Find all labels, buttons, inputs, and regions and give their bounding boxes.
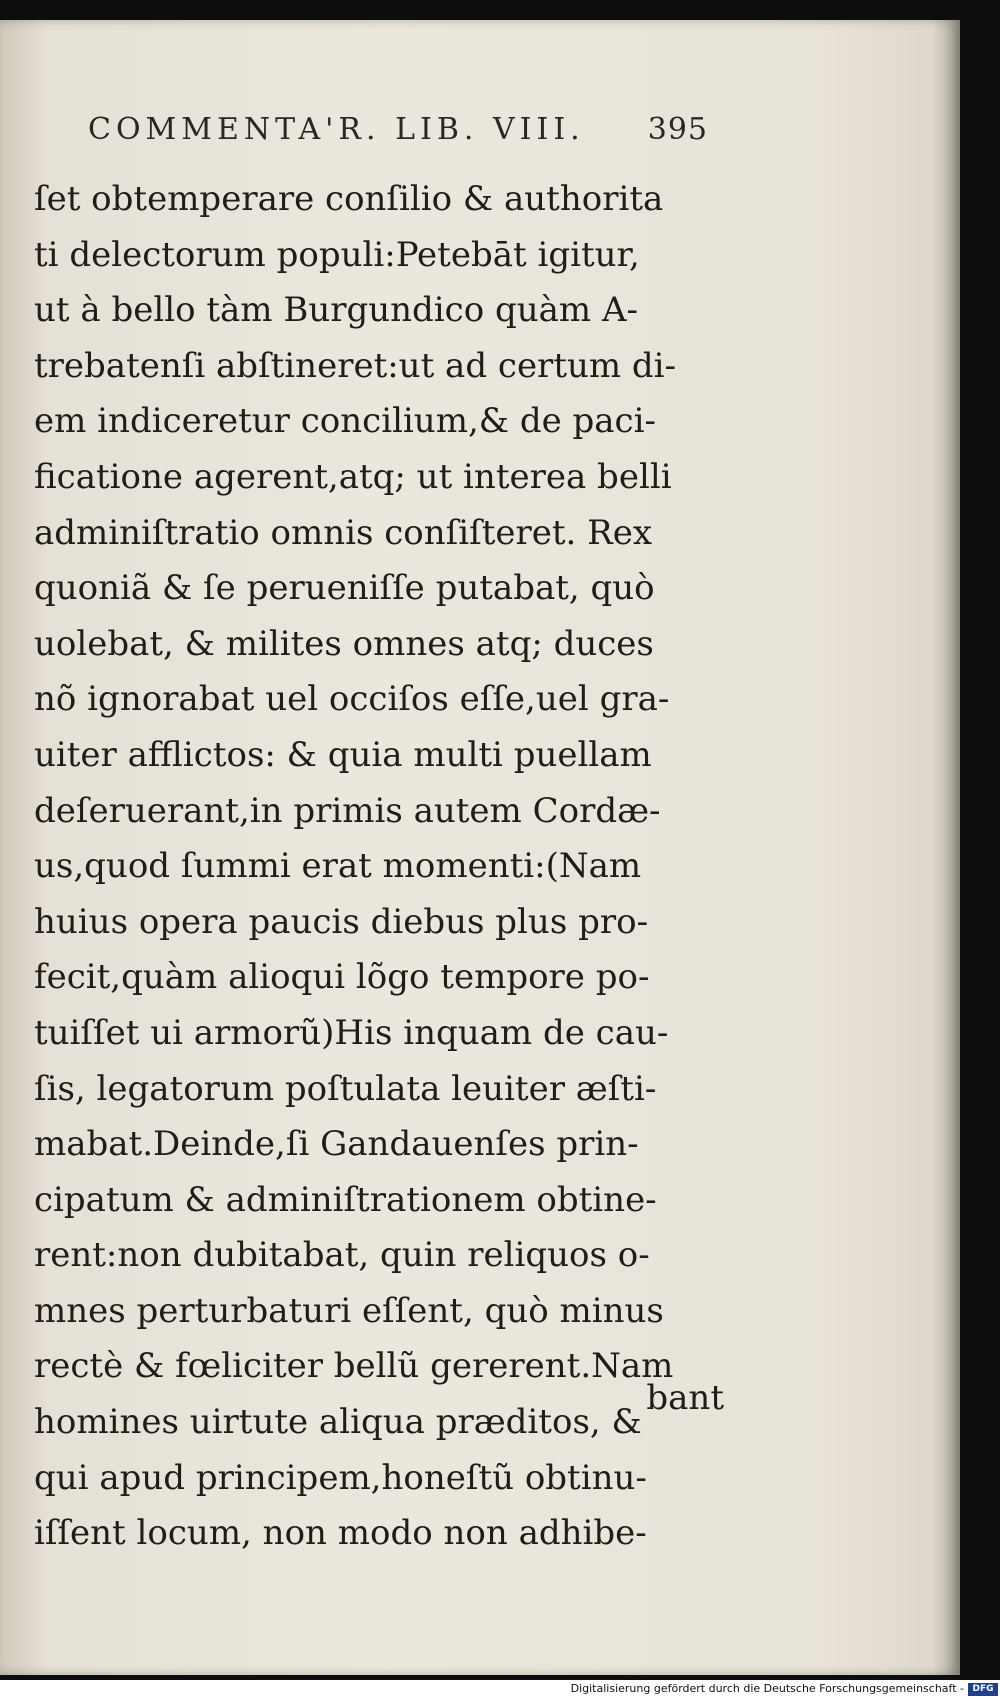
text-line: nõ ignorabat uel occiſos eſſe,uel gra- xyxy=(34,679,670,720)
text-line: deſeruerant,in primis autem Cordæ- xyxy=(34,790,661,831)
text-line: uiter afflictos: & quia multi puellam xyxy=(34,734,652,775)
text-line: ficatione agerent,atq; ut interea belli xyxy=(34,456,672,497)
text-line: rent:non dubitabat, quin reliquos o- xyxy=(34,1235,650,1276)
catchword: bant xyxy=(646,1378,724,1418)
text-line: qui apud principem,honeſtũ obtinu- xyxy=(34,1457,647,1498)
text-line: trebatenſi abſtineret:ut ad certum di- xyxy=(34,345,677,386)
footer-bar xyxy=(0,1680,1000,1700)
text-line: fecit,quàm alioqui lõgo tempore po- xyxy=(34,957,650,998)
text-line: huius opera paucis diebus plus pro- xyxy=(34,901,649,942)
text-line: mnes perturbaturi eſſent, quò minus xyxy=(34,1290,664,1331)
text-line: iſſent locum, non modo non adhibe- xyxy=(34,1513,647,1554)
funding-credit: Digitalisierung gefördert durch die Deutsche Forschungsgemeinschaft - xyxy=(570,1682,964,1695)
text-line: homines uirtute aliqua præditos, & xyxy=(34,1402,642,1443)
text-line: adminiſtratio omnis conſiſteret. Rex xyxy=(34,512,653,553)
page-number: 395 xyxy=(647,112,708,147)
text-line: rectè & fœliciter bellũ gererent.Nam xyxy=(34,1346,674,1387)
text-line: quoniã & ſe perueniſſe putabat, quò xyxy=(34,568,655,609)
text-line: cipatum & adminiſtrationem obtine- xyxy=(34,1179,657,1220)
page-edge-shadow xyxy=(932,20,960,1675)
text-line: ſet obtemperare conſilio & authorita xyxy=(34,179,664,219)
text-line: us,quod ſummi erat momenti:(Nam xyxy=(34,846,642,887)
text-line: ſis, legatorum poſtulata leuiter æſti- xyxy=(34,1068,657,1109)
text-line: tuiſſet ui armorũ)His inquam de cau- xyxy=(34,1012,669,1053)
text-line: em indiceretur concilium,& de paci- xyxy=(34,401,656,442)
text-line: ti delectorum populi:Petebāt igitur, xyxy=(34,234,640,275)
dfg-logo-icon: DFG xyxy=(968,1683,998,1696)
page-header xyxy=(88,112,708,162)
running-title: COMMENTA'R. LIB. VIII. xyxy=(88,112,585,147)
body-text xyxy=(34,172,724,1562)
text-line: uolebat, & milites omnes atq; duces xyxy=(34,623,654,664)
text-line: mabat.Deinde,ſi Gandauenſes prin- xyxy=(34,1124,639,1165)
book-page xyxy=(0,20,960,1675)
text-line: ut à bello tàm Burgundico quàm A- xyxy=(34,290,639,331)
